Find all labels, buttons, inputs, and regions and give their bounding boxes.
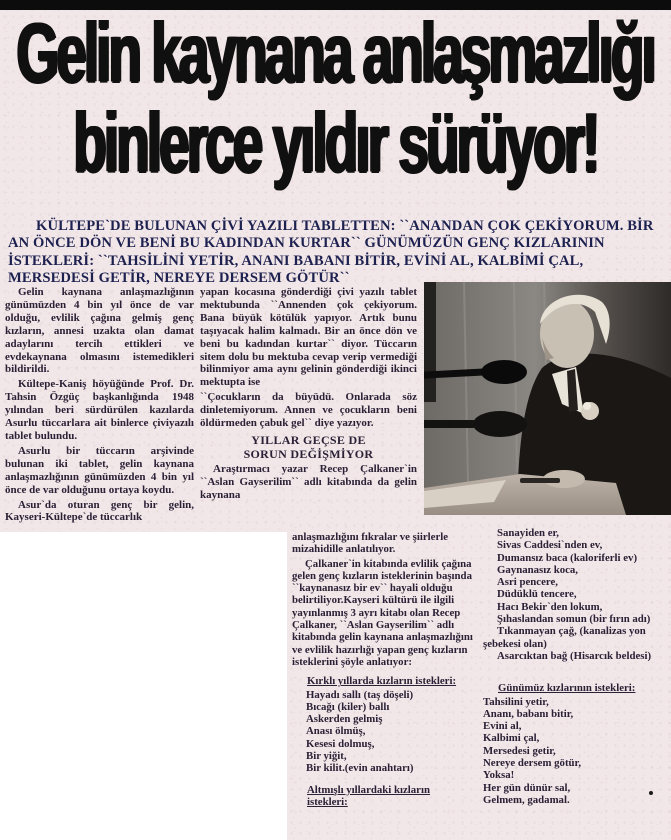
today-wish-list bbox=[483, 696, 669, 807]
list-item: Düdüklü tencere, bbox=[497, 588, 577, 601]
subheadline: KÜLTEPE`DE BULUNAN ÇİVİ YAZILI TABLETTEN: ``ANANDAN ÇOK ÇEKİYORUM. BİR AN ÖNCE DÖN VE BENİ BU KADINDAN KURTAR`` GÜNÜMÜZÜN GENÇ KIZLARININ İSTEKLERİ: ``TAHSİLİNİ YETİR, ANANI BABANI BİTİR, EVİNİ AL, KALBİMİ ÇAL, MERSEDESİ GETİR, NEREYE DERSEM GÖTÜR`` bbox=[8, 217, 654, 287]
microphone-boom-2 bbox=[424, 420, 476, 428]
body-column-2 bbox=[200, 286, 417, 504]
curtain-edge-shadow bbox=[424, 282, 436, 402]
paragraph: Araştırmacı yazar Recep Çalkaner`in ``Aslan Gayserilim`` adlı kitabında da gelin kaynana bbox=[200, 462, 417, 501]
paragraph: yapan kocasına gönderdiği çivi yazılı tablet mektubunda ``Annenden çok çekiyorum. Bana büyük kötülük yapıyor. Artık bunu taşıyacak halim kalmadı. Bir an önce dön ve beni bu kadından kurtar`` diyor. Tüccarın sitem dolu bu mektuba cevap verip vermediği bilinmiyor ama aynı gelinin gönderdiği ikinci mektupta ise bbox=[200, 286, 417, 389]
headline bbox=[0, 5, 671, 200]
boutonniere-highlight bbox=[583, 402, 591, 410]
section-subhead-line-2: SORUN DEĞİŞMİYOR bbox=[243, 446, 374, 461]
list-item: Hayadı sallı (taş döşeli) bbox=[306, 688, 414, 701]
photo-elderly-man-at-podium bbox=[424, 282, 671, 515]
headline-line-2: binlerce yıldır sürüyor! bbox=[73, 95, 598, 190]
bottom-column-2 bbox=[483, 527, 669, 806]
list-item: Evini al, bbox=[483, 720, 522, 733]
headline-line-1: Gelin kaynana anlaşmazlığı bbox=[16, 5, 655, 100]
paragraph: Çalkaner`in kitabında evlilik çağına gelen genç kızların isteklerinin başında ``kaynanasız bir ev`` hayali olduğu belirtiliyor.Kayseri kültürü ile ilgili yayınlanmış 3 ayrı kitabı olan Recep Çalkaner, ``Aslan Gayserilim`` adlı kitabında gelin kaynana anlaşmazlığını ve evlilik hazırlığı yapan genç kızların isteklerini şöyle anlatıyor: bbox=[292, 557, 473, 668]
list-heading-sixties: Altmışlı yıllardaki kızların istekleri: bbox=[307, 783, 430, 808]
paragraph: Kültepe-Kaniş höyüğünde Prof. Dr. Tahsin Özgüç başkanlığında 1948 yılından beri sürdürülen kazılarda Asurlu tüccarlara ait binlerce çiviyazılı tablet bulundu. bbox=[5, 378, 194, 442]
list-item: Hacı Bekir`den lokum, bbox=[497, 600, 603, 613]
paragraph: Asur`da oturan genç bir gelin, Kayseri-Kültepe`de tüccarlık bbox=[5, 498, 194, 524]
sixties-wish-list bbox=[483, 527, 669, 662]
list-item: Bıcağı (kiler) ballı bbox=[306, 700, 390, 713]
ink-speck bbox=[649, 791, 653, 795]
list-item: Ananı, babanı bitir, bbox=[483, 707, 574, 720]
section-subhead-line-1: YILLAR GEÇSE DE bbox=[251, 432, 366, 447]
section-subhead bbox=[200, 433, 417, 461]
paragraph: anlaşmazlığını fıkralar ve şiirlerle mizahidille anlatılıyor. bbox=[292, 531, 449, 556]
list-item: Yoksa! bbox=[483, 769, 515, 782]
eyeglasses-on-podium bbox=[520, 478, 560, 483]
list-item: Gaynanasız koca, bbox=[497, 563, 578, 576]
list-item: Kalbimi çal, bbox=[483, 732, 540, 745]
body-column-1 bbox=[5, 286, 194, 526]
list-item: Bir yiğit, bbox=[306, 750, 347, 763]
list-item: Sivas Caddesi`nden ev, bbox=[497, 539, 603, 552]
list-item: Şıhaslandan somun (bir fırın adı) bbox=[497, 613, 651, 626]
list-item: Mersedesi getir, bbox=[483, 744, 556, 757]
list-item: Tıkanmayan çağ, (kanalizas yon şebekesi olan) bbox=[483, 625, 646, 650]
microphone-2-icon bbox=[473, 411, 527, 437]
photo-illustration bbox=[424, 282, 671, 515]
list-item: Dumansız baca (kaloriferli ev) bbox=[497, 551, 638, 564]
bottom-column-1 bbox=[292, 531, 479, 809]
list-item: Asri pencere, bbox=[497, 576, 558, 589]
list-item: Nereye dersem götür, bbox=[483, 757, 582, 770]
list-item: Askerden gelmiş bbox=[306, 713, 383, 726]
list-item: Gelmem, gadamal. bbox=[483, 793, 570, 806]
list-heading-today: Günümüz kızlarının istekleri: bbox=[498, 682, 636, 695]
paragraph: Gelin kaynana anlaşmazlığının günümüzden 4 bin yıl önce de var olduğu, evlilik çağına gelmiş genç kızların, annesi uzakta olan damat adaylarını tercih ettikleri ve evdekaynana olmasını istemedikleri bildirildi. bbox=[5, 286, 194, 376]
paragraph: Asurlu bir tüccarın arşivinde bulunan iki tablet, gelin kaynana anlaşmazlığının günümüzden 4 bin yıl önce de var olduğunu ortaya koydu. bbox=[5, 444, 194, 496]
forties-wish-list bbox=[292, 689, 479, 775]
list-item: Bir kilit.(evin anahtarı) bbox=[306, 762, 414, 775]
list-item: Kesesi dolmuş, bbox=[306, 737, 375, 750]
paragraph: ``Çocukların da büyüdü. Onlarada söz dinletemiyorum. Annen ve çocukların beni öldürmeden çabuk gel`` diye yazıyor. bbox=[200, 391, 417, 430]
list-item: Her gün dünür sal, bbox=[483, 781, 571, 794]
list-item: Sanayiden er, bbox=[497, 527, 559, 539]
list-item: Anası ölmüş, bbox=[306, 725, 366, 738]
list-item: Asarcıktan bağ (Hisarcık beldesi) bbox=[497, 649, 652, 662]
list-heading-forties: Kırklı yıllarda kızların istekleri: bbox=[307, 675, 457, 688]
list-item: Tahsilini yetir, bbox=[483, 695, 549, 708]
microphone-icon bbox=[481, 360, 527, 384]
